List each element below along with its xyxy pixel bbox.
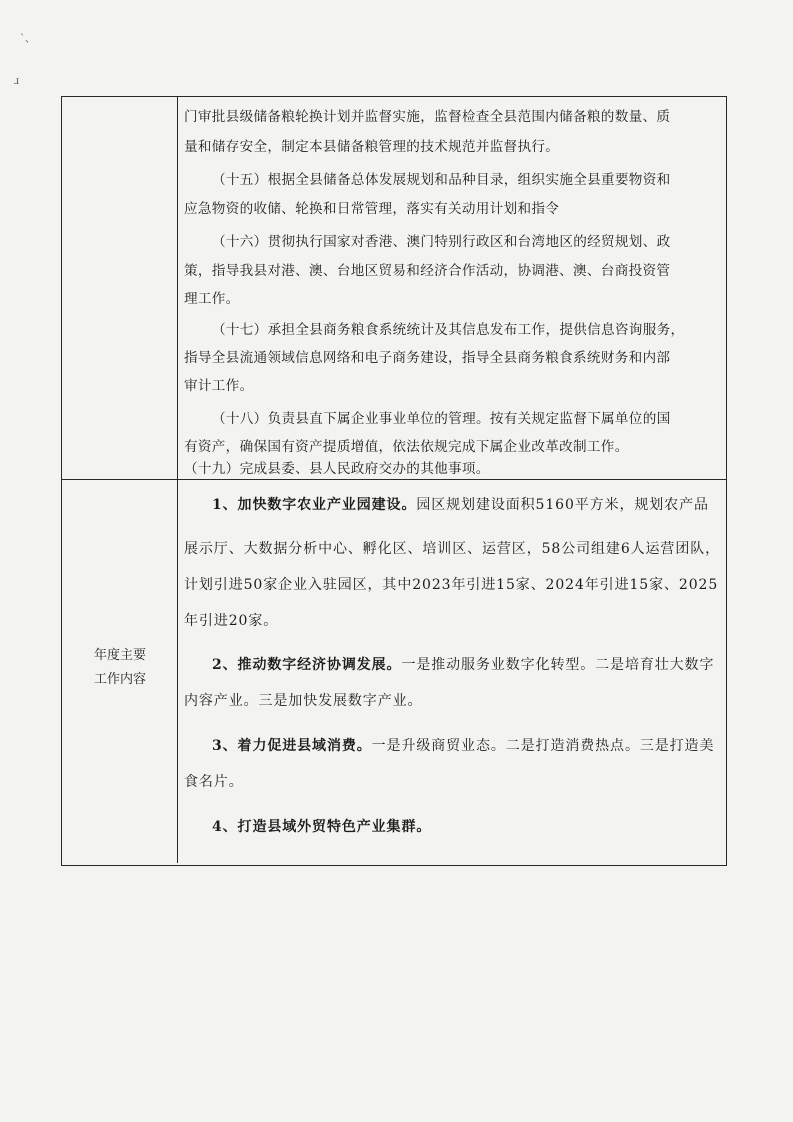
row-label-cell-empty	[62, 97, 178, 479]
work-item-4-title: 4、打造县域外贸特色产业集群。	[212, 819, 432, 835]
duty-text-line: 指导全县流通领域信息网络和电子商务建设，指导全县商务粮食系统财务和内部	[184, 350, 671, 366]
work-item-3-line	[212, 735, 714, 755]
work-item-1-text: 园区规划建设面积5160平方米，规划农产品	[416, 497, 709, 513]
work-item-1-line	[212, 494, 709, 514]
duty-text-line: （十七）承担全县商务粮食系统统计及其信息发布工作，提供信息咨询服务，	[212, 322, 685, 338]
table-row-annual-work	[62, 480, 726, 863]
work-item-2-title: 2、推动数字经济协调发展。	[212, 657, 402, 673]
work-item-3-title: 3、着力促进县域消费。	[212, 738, 372, 754]
duty-text-line: 有资产，确保国有资产提质增值，依法依规完成下属企业改革改制工作。	[184, 439, 629, 455]
work-item-1-title: 1、加快数字农业产业园建设。	[212, 497, 417, 513]
duty-text-line: （十五）根据全县储备总体发展规划和品种目录，组织实施全县重要物资和	[212, 172, 671, 188]
label-line: 年度主要	[93, 648, 146, 663]
work-item-1-line: 计划引进50家企业入驻园区，其中2023年引进15家、2024年引进15家、2025	[184, 577, 719, 593]
table-row-duties	[62, 97, 726, 480]
scan-speck: `、	[20, 34, 35, 45]
work-item-2-text: 一是推动服务业数字化转型。二是培育壮大数字	[401, 657, 715, 673]
duty-text-line: 应急物资的收储、轮换和日常管理，落实有关动用计划和指令	[184, 201, 560, 217]
work-item-1-line: 年引进20家。	[184, 613, 279, 629]
duty-text-line: （十六）贯彻执行国家对香港、澳门特别行政区和台湾地区的经贸规划、政	[212, 234, 671, 250]
label-line: 工作内容	[93, 672, 146, 687]
duty-table	[61, 96, 727, 866]
annual-work-label	[72, 644, 168, 692]
duty-text-line: 审计工作。	[184, 378, 254, 394]
work-item-3-text: 一是升级商贸业态。二是打造消费热点。三是打造美	[371, 738, 715, 754]
work-item-1-line: 展示厅、大数据分析中心、孵化区、培训区、运营区，58公司组建6人运营团队，	[184, 541, 721, 557]
duty-text-line: （十八）负责县直下属企业事业单位的管理。按有关规定监督下属单位的国	[212, 411, 671, 427]
row-label-cell	[62, 480, 178, 863]
annual-work-content-cell	[178, 480, 726, 863]
work-item-3-line: 食名片。	[184, 774, 244, 790]
duty-text-line: 门审批县级储备粮轮换计划并监督实施，监督检查全县范围内储备粮的数量、质	[184, 109, 671, 125]
duty-text-line: 量和储存安全，制定本县储备粮管理的技术规范并监督执行。	[184, 139, 560, 155]
duty-text-line: 策，指导我县对港、澳、台地区贸易和经济合作活动，协调港、澳、台商投资管	[184, 263, 671, 279]
work-item-2-line	[212, 654, 714, 674]
scan-speck: ɹ	[14, 76, 20, 87]
duties-content-cell	[178, 97, 726, 479]
duty-text-line: 理工作。	[184, 291, 240, 307]
work-item-2-line: 内容产业。三是加快发展数字产业。	[184, 693, 423, 709]
duty-text-line: （十九）完成县委、县人民政府交办的其他事项。	[184, 461, 490, 477]
